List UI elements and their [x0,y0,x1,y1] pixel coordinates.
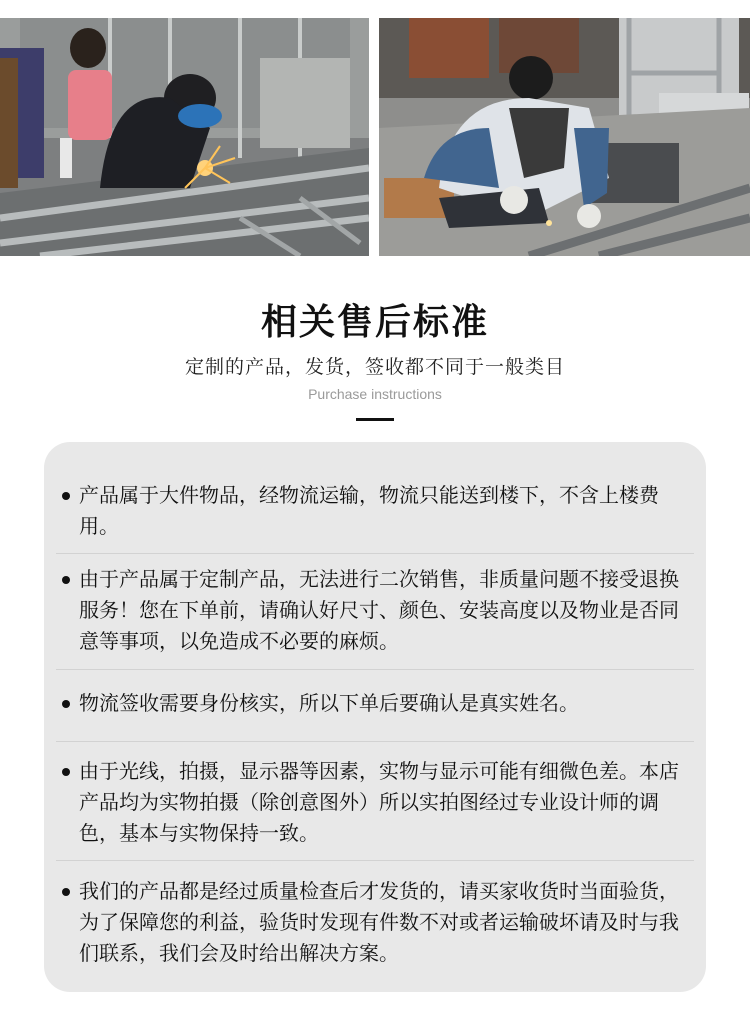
page-title: 相关售后标准 [260,302,489,343]
list-item [62,876,694,969]
bullet-dot-icon [62,492,70,500]
item-separator [56,741,694,742]
list-item-text: 由于光线，拍摄，显示器等因素，实物与显示可能有细微色差。本店产品均为实物拍摄（除创意图外）所以实拍图经过专业设计师的调色，基本与实物保持一致。 [79,759,679,845]
list-item-text: 由于产品属于定制产品，无法进行二次销售，非质量问题不接受退换服务！您在下单前，请确认好尺寸、颜色、安装高度以及物业是否同意等事项，以免造成不必要的麻烦。 [79,567,679,653]
welding-workshop-photo-1 [0,18,369,256]
list-item-text: 产品属于大件物品，经物流运输，物流只能送到楼下，不含上楼费用。 [79,483,659,538]
instructions-panel [44,442,706,992]
page-subtitle: 定制的产品，发货，签收都不同于一般类目 [184,356,565,378]
bullet-dot-icon [62,576,70,584]
bullet-dot-icon [62,700,70,708]
list-item [62,564,694,657]
welders-at-work-image [0,18,369,256]
list-item [62,688,694,719]
item-separator [56,860,694,861]
welding-workshop-photo-2 [379,18,750,256]
heading-divider [356,418,394,421]
item-separator [56,669,694,670]
photo-row [0,18,750,256]
list-item [62,756,694,849]
item-separator [56,553,694,554]
bullet-dot-icon [62,888,70,896]
english-subtitle: Purchase instructions [308,386,442,402]
list-item-text: 我们的产品都是经过质量检查后才发货的，请买家收货时当面验货，为了保障您的利益，验货时发现有件数不对或者运输破坏请及时与我们联系，我们会及时给出解决方案。 [79,879,679,965]
list-item-text: 物流签收需要身份核实，所以下单后要确认是真实姓名。 [79,691,579,715]
bullet-dot-icon [62,768,70,776]
welder-with-mask-image [379,18,750,256]
list-item [62,480,694,542]
